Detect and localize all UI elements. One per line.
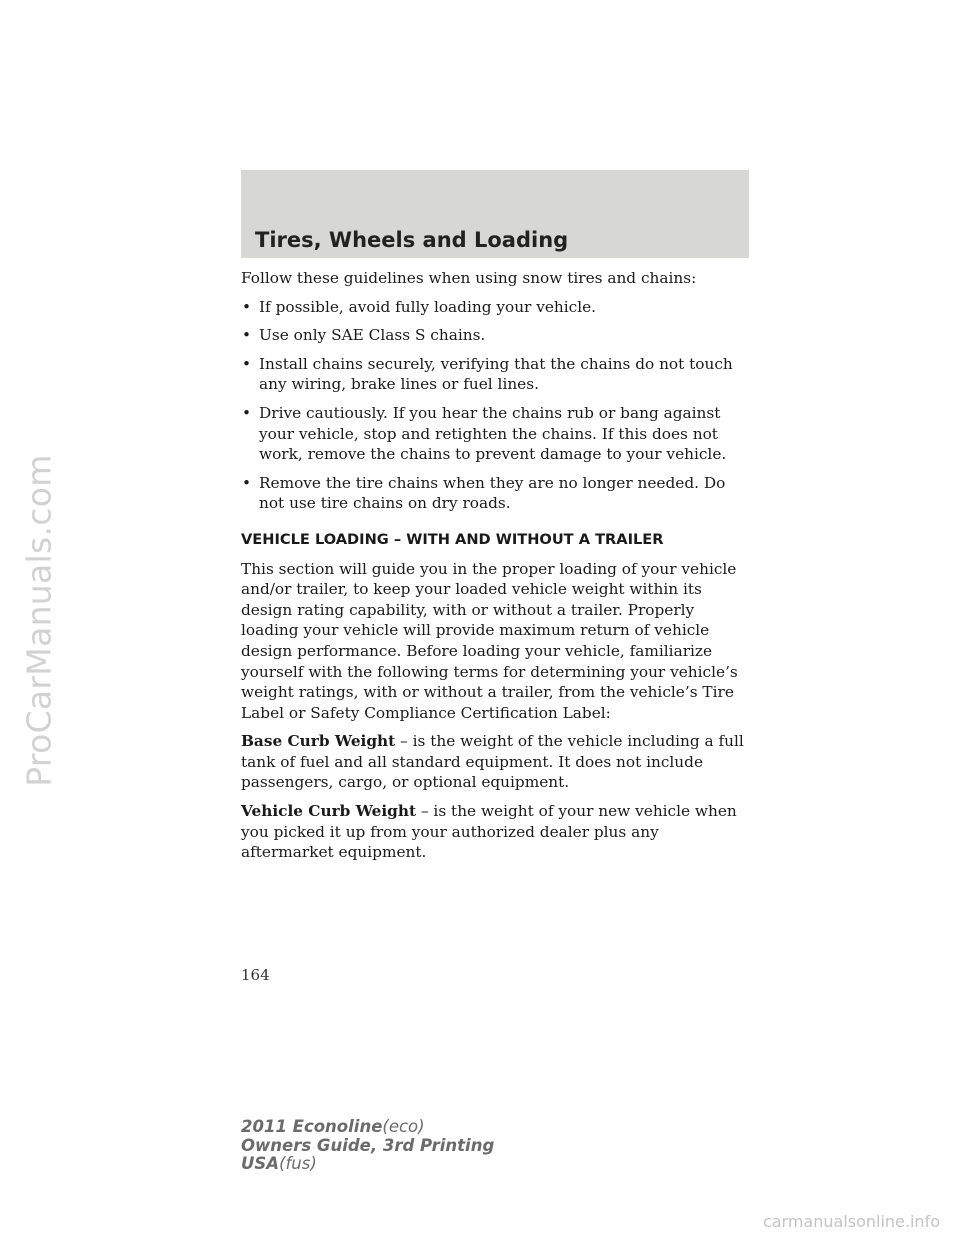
page-title: Tires, Wheels and Loading <box>255 228 569 252</box>
watermark <box>18 300 60 940</box>
list-item-text: Remove the tire chains when they are no longer needed. Do not use tire chains on dry roads. <box>259 473 726 513</box>
watermark-text: ProCarManuals.com <box>19 453 59 787</box>
page-number: 164 <box>241 966 270 984</box>
list-item <box>241 403 751 465</box>
definition-text: – is the weight of the vehicle including a full tank of fuel and all standard equipment. It does not include passengers, cargo, or optional equipment. <box>241 732 744 792</box>
list-item-text: Use only SAE Class S chains. <box>259 326 486 345</box>
definition-base-curb-weight <box>241 731 751 793</box>
section-paragraph: This section will guide you in the proper loading of your vehicle and/or trailer, to keep your loaded vehicle weight within its design rating capability, with or without a trailer. Properly loading your vehicle will provide maximum return of vehicle design performance. Before loading your vehicle, familiarize yourself with the following terms for determining your vehicle’s weight ratings, with or without a trailer, from the vehicle’s Tire Label or Safety Compliance Certification Label: <box>241 559 738 722</box>
section-header-band <box>241 170 749 258</box>
list-item <box>241 354 751 395</box>
footer-model-code: (eco) <box>382 1117 425 1136</box>
main-content <box>241 268 751 871</box>
bullet-icon: • <box>242 297 252 316</box>
document-footer <box>241 1118 494 1174</box>
definition-vehicle-curb-weight <box>241 801 751 863</box>
list-item <box>241 297 751 318</box>
footer-line-edition: Owners Guide, 3rd Printing <box>241 1135 495 1155</box>
definition-text: – is the weight of your new vehicle when you picked it up from your authorized dealer plus any aftermarket equipment. <box>241 802 737 862</box>
footer-market: USA <box>241 1154 280 1173</box>
footer-line-model <box>241 1118 494 1137</box>
list-item-text: If possible, avoid fully loading your vehicle. <box>259 297 597 316</box>
section-heading: VEHICLE LOADING – WITH AND WITHOUT A TRAILER <box>241 530 664 548</box>
bullet-icon: • <box>242 403 252 422</box>
footer-line-market <box>241 1155 494 1174</box>
site-watermark-link[interactable]: carmanualsonline.info <box>762 1212 940 1231</box>
snow-chain-guidelines-list <box>241 297 751 514</box>
list-item-text: Install chains securely, verifying that the chains do not touch any wiring, brake lines or fuel lines. <box>259 354 733 394</box>
definition-term: Vehicle Curb Weight <box>241 802 417 821</box>
list-item <box>241 325 751 346</box>
bullet-icon: • <box>242 473 252 492</box>
footer-model: 2011 Econoline <box>241 1117 383 1136</box>
list-item <box>241 473 751 514</box>
list-item-text: Drive cautiously. If you hear the chains rub or bang against your vehicle, stop and retighten the chains. If this does not work, remove the chains to prevent damage to your vehicle. <box>259 403 727 464</box>
intro-paragraph: Follow these guidelines when using snow tires and chains: <box>241 269 697 287</box>
bullet-icon: • <box>242 354 252 373</box>
definition-term: Base Curb Weight <box>241 732 396 751</box>
footer-market-code: (fus) <box>279 1154 317 1173</box>
bullet-icon: • <box>242 326 252 345</box>
